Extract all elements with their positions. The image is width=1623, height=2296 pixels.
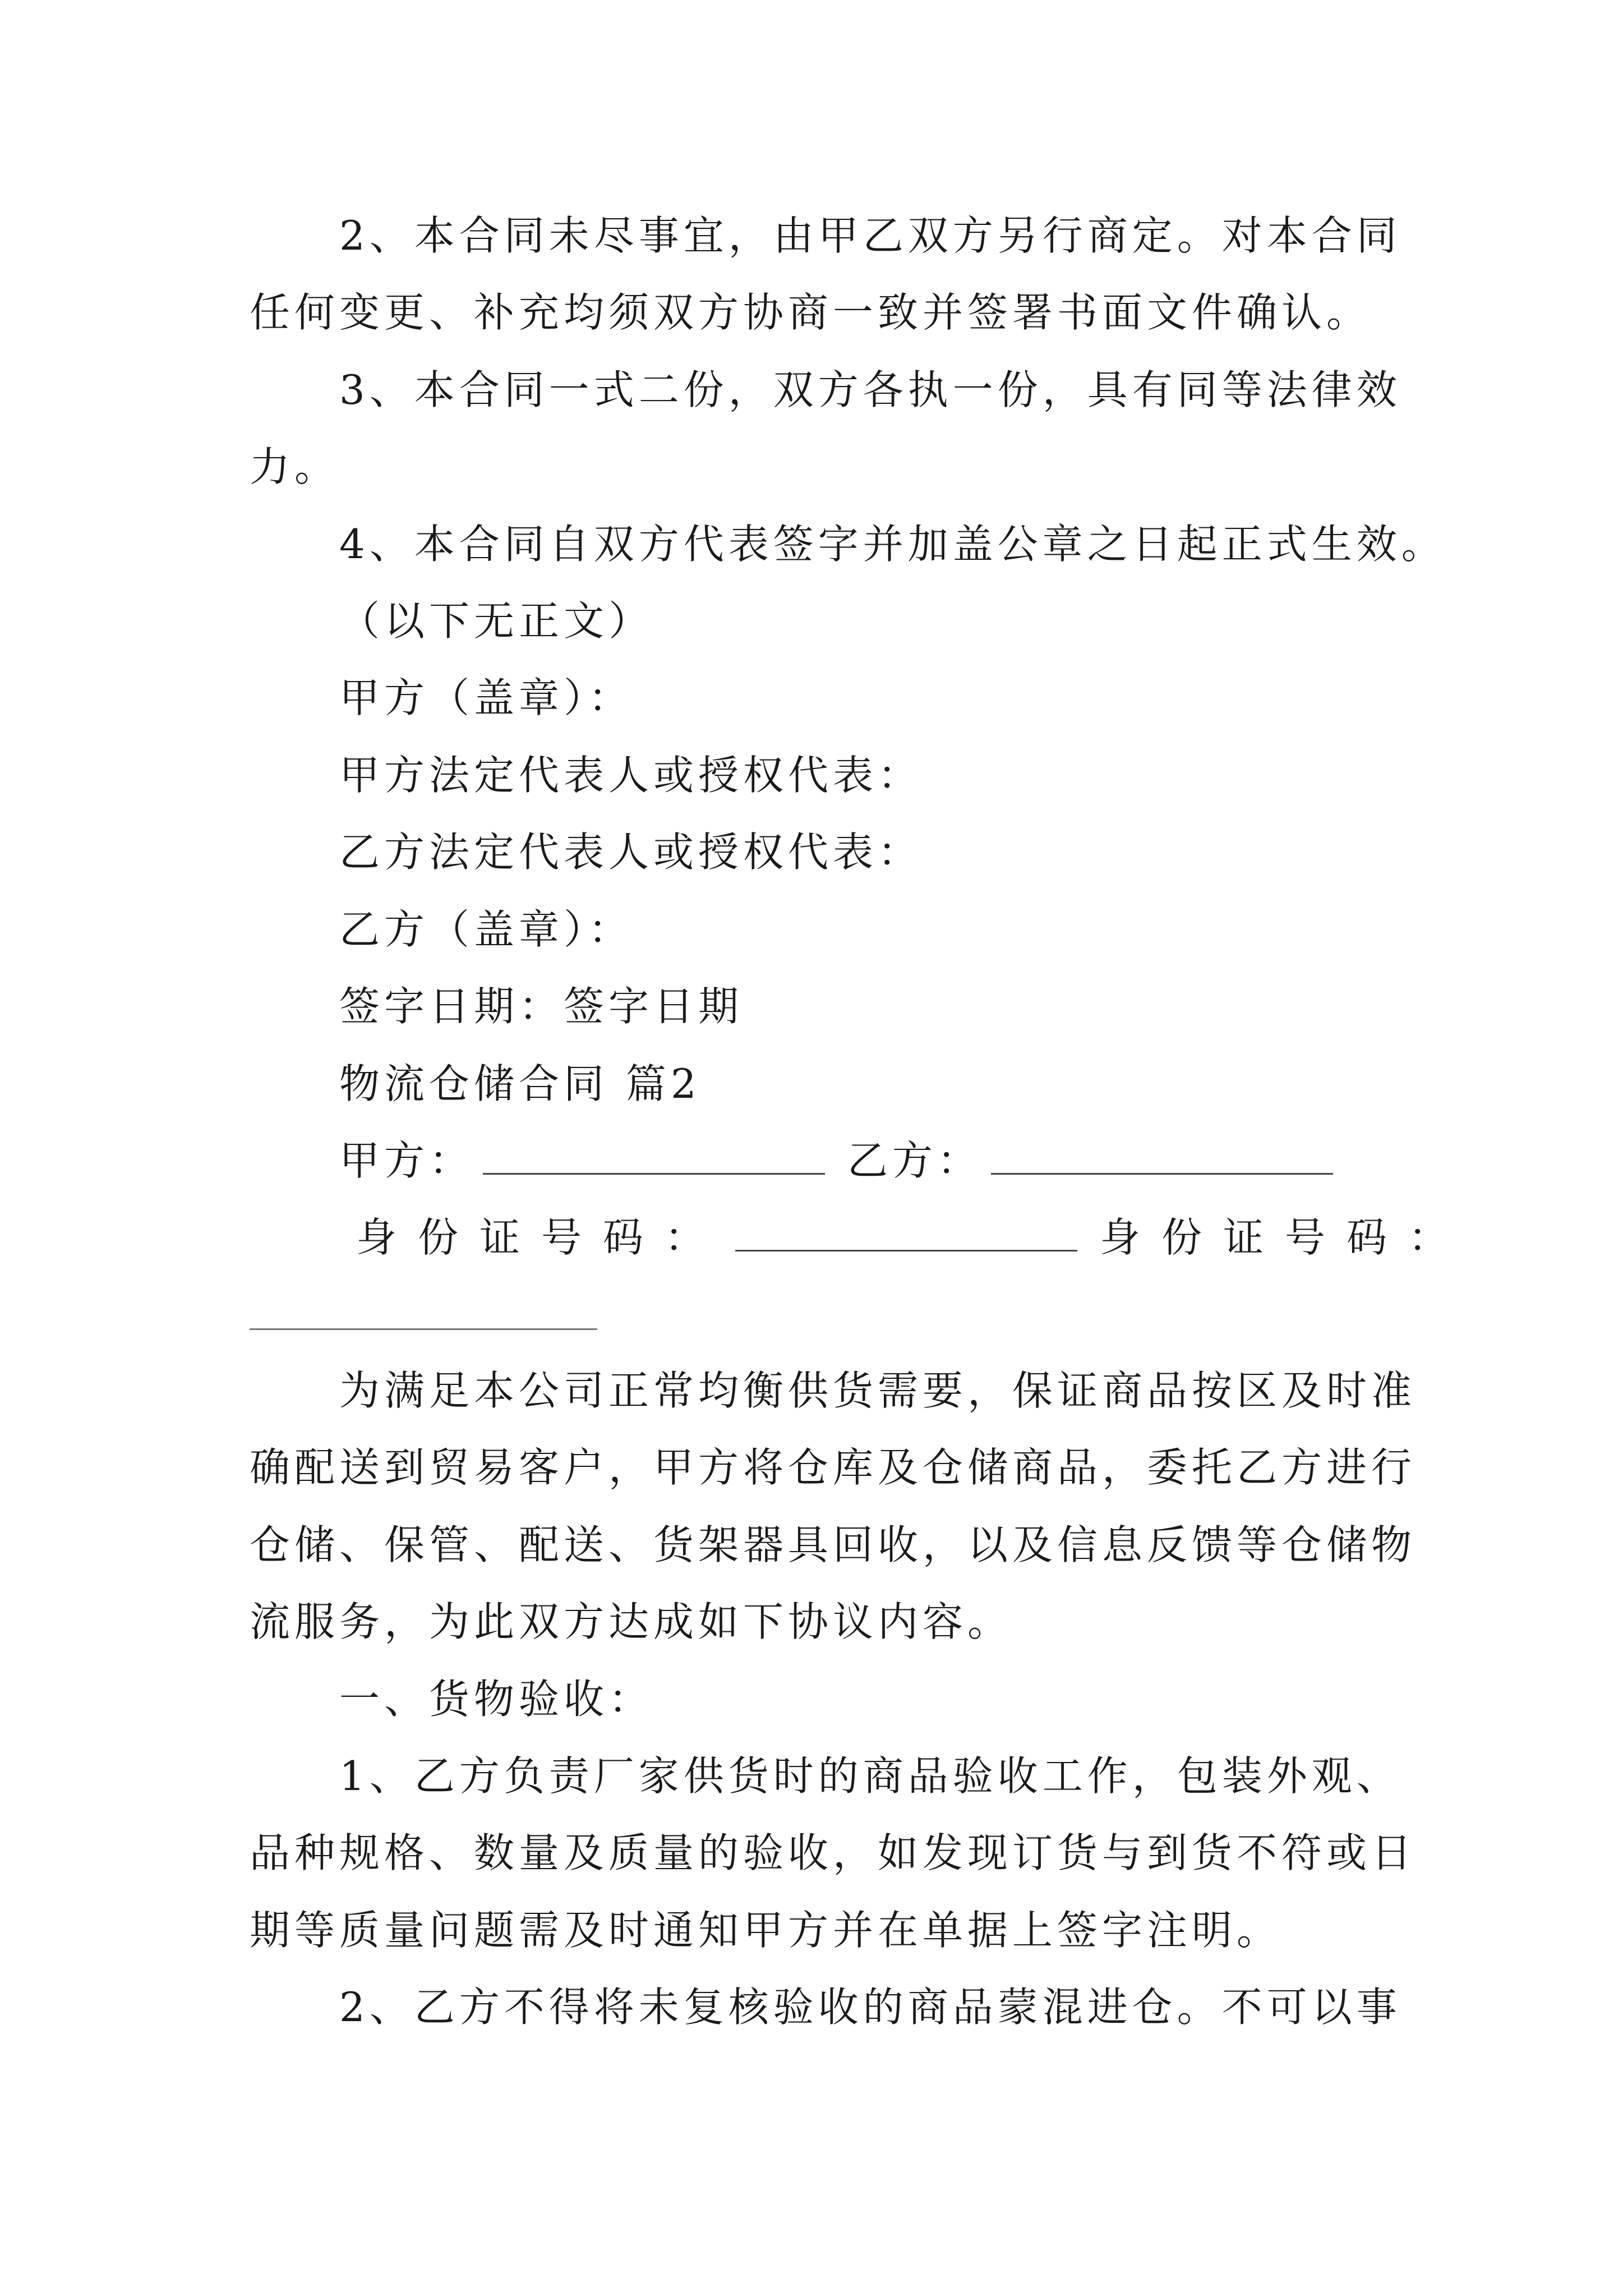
- party-b-representative-label: 乙方法定代表人或授权代表：: [339, 829, 923, 876]
- party-a-representative-label: 甲方法定代表人或授权代表：: [339, 752, 923, 799]
- id-label-b: 身份证号码：: [1100, 1214, 1470, 1261]
- no-more-text-note: （以下无正文）: [339, 597, 654, 645]
- body-line: 1、乙方负责厂家供货时的商品验收工作，包装外观、: [339, 1752, 1401, 1800]
- id-a-blank: [735, 1216, 1077, 1251]
- sign-date-label: 签字日期：签字日期: [339, 983, 744, 1030]
- party-b-label: 乙方：: [847, 1137, 983, 1184]
- heading-goods-acceptance: 一、货物验收：: [339, 1676, 654, 1723]
- body-line: 2、乙方不得将未复核验收的商品蒙混进仓。不可以事: [339, 1984, 1401, 2031]
- body-line: 为满足本公司正常均衡供货需要，保证商品按区及时准: [339, 1367, 1417, 1414]
- paragraph-line: 任何变更、补充均须双方协商一致并签署书面文件确认。: [250, 289, 1372, 336]
- party-a-label: 甲方：: [339, 1137, 474, 1184]
- id-label-a: 身份证号码：: [356, 1214, 727, 1261]
- section-title: 物流仓储合同 篇2: [339, 1060, 701, 1107]
- party-b-blank: [991, 1139, 1333, 1175]
- body-line: 期等质量问题需及时通知甲方并在单据上签字注明。: [250, 1907, 1282, 1954]
- paragraph-line: 2、本合同未尽事宜，由甲乙双方另行商定。对本合同: [339, 212, 1401, 259]
- paragraph-line: 力。: [250, 443, 340, 490]
- party-line: [339, 1135, 1355, 1186]
- body-line: 品种规格、数量及质量的验收，如发现订货与到货不符或日: [250, 1829, 1417, 1876]
- id-line: [356, 1212, 1470, 1263]
- body-line: 流服务，为此双方达成如下协议内容。: [250, 1598, 1013, 1645]
- body-line: 确配送到贸易客户，甲方将仓库及仓储商品，委托乙方进行: [250, 1444, 1417, 1491]
- body-line: 仓储、保管、配送、货架器具回收，以及信息反馈等仓储物: [250, 1521, 1417, 1568]
- id-b-blank: [250, 1328, 597, 1330]
- party-a-seal-label: 甲方（盖章）：: [339, 674, 634, 721]
- party-a-blank: [483, 1139, 825, 1175]
- paragraph-line: 4、本合同自双方代表签字并加盖公章之日起正式生效。: [339, 521, 1446, 568]
- party-b-seal-label: 乙方（盖章）：: [339, 906, 634, 953]
- paragraph-line: 3、本合同一式二份，双方各执一份，具有同等法律效: [339, 366, 1401, 413]
